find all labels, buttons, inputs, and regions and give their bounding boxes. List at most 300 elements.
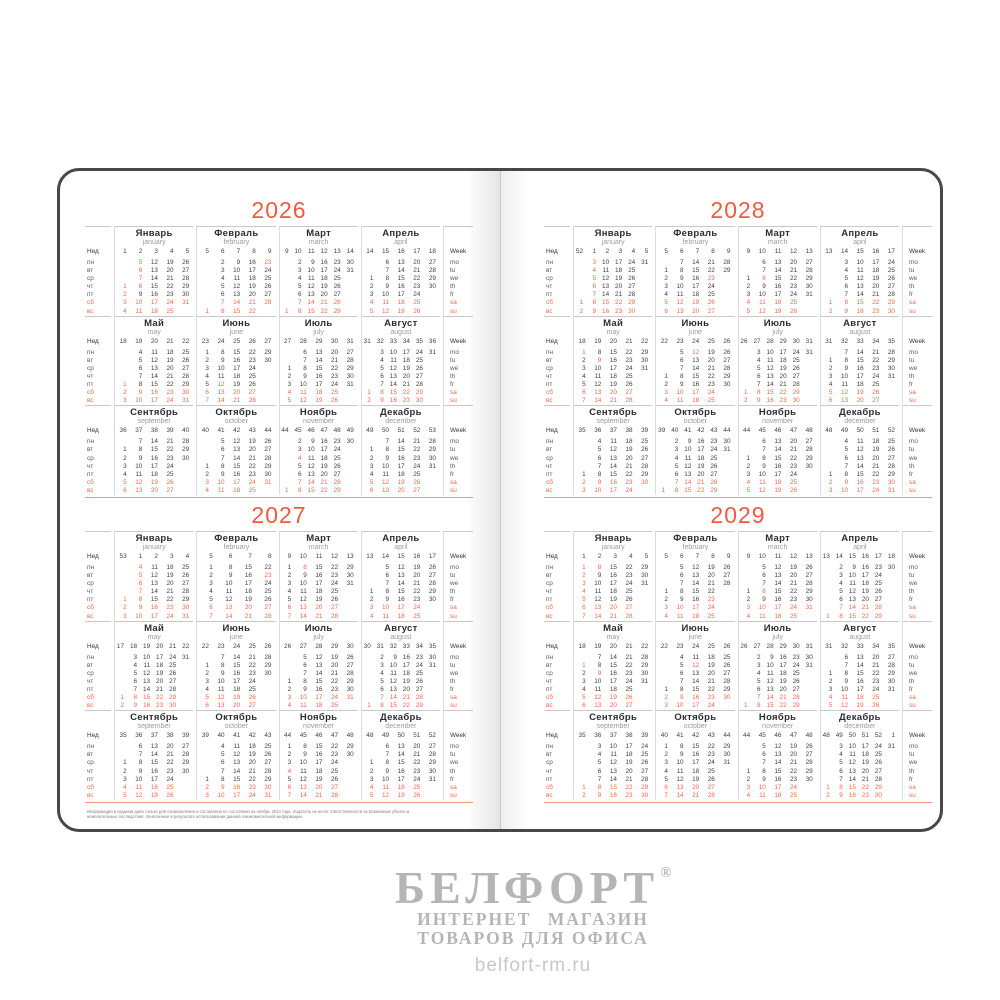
day-number: 6 [582, 702, 586, 710]
day-number [260, 365, 276, 373]
day-number: 8 [303, 364, 307, 372]
weekday-label: sa [450, 604, 457, 612]
day-number: 23 [413, 767, 421, 775]
day-number: 30 [169, 702, 177, 710]
day-number: 2 [582, 791, 586, 799]
day-number: 27 [330, 604, 339, 612]
month-grid [197, 337, 275, 406]
day-number: 12 [389, 364, 397, 372]
day-number [574, 275, 587, 283]
day-number: 27 [625, 604, 633, 612]
month-block [573, 405, 652, 495]
day-number: 18 [166, 348, 174, 356]
day-number: 26 [625, 596, 633, 604]
day-number: 30 [887, 478, 895, 486]
weekday-label: sa [450, 299, 457, 307]
day-number: 13 [233, 759, 241, 767]
day-number: 2 [746, 283, 751, 291]
day-number: 3 [369, 775, 374, 783]
day-number [821, 776, 834, 784]
day-number: 3 [839, 743, 843, 751]
week-number: 36 [135, 732, 143, 740]
day-number: 22 [413, 588, 421, 596]
day-number: 4 [746, 612, 751, 620]
week-number: 27 [264, 337, 272, 345]
day-number: 18 [320, 454, 328, 462]
day-number: 28 [625, 397, 633, 405]
week-number: 46 [774, 732, 782, 740]
day-number [656, 564, 672, 572]
weekday-label: ср [87, 580, 94, 588]
day-number: 30 [428, 767, 436, 775]
day-number [886, 792, 899, 800]
day-number: 17 [315, 381, 323, 389]
day-number: 22 [166, 283, 174, 291]
day-number: 18 [248, 743, 256, 751]
day-number [345, 308, 358, 316]
day-number: 6 [762, 751, 766, 759]
day-number: 19 [625, 446, 633, 454]
day-number: 23 [615, 307, 623, 315]
day-number: 6 [757, 372, 761, 380]
day-number: 21 [789, 759, 798, 767]
day-number [719, 784, 735, 792]
day-number: 6 [138, 580, 143, 588]
day-number: 26 [264, 751, 272, 759]
week-number: 19 [135, 337, 143, 345]
day-number: 13 [397, 259, 405, 266]
day-number [115, 275, 131, 283]
month-header [115, 711, 193, 731]
month-name-ru: Январь [594, 532, 632, 544]
week-number: 22 [660, 642, 668, 650]
day-number: 20 [233, 702, 241, 710]
day-number: 15 [233, 462, 241, 470]
day-number [574, 438, 590, 446]
day-number: 17 [233, 677, 241, 685]
week-number: 38 [625, 427, 633, 435]
day-number: 21 [413, 751, 421, 759]
weekday-label: th [450, 588, 456, 596]
month-header [197, 622, 275, 642]
month-grid [656, 337, 734, 406]
day-number [280, 463, 293, 471]
day-number: 20 [166, 364, 174, 372]
weekday-label: вт [87, 356, 94, 364]
day-number: 12 [774, 563, 782, 571]
day-number: 17 [872, 259, 880, 266]
day-number: 14 [307, 299, 315, 307]
day-number: 10 [217, 791, 225, 799]
day-number: 30 [805, 775, 813, 783]
day-number: 25 [789, 612, 798, 620]
day-number [739, 686, 752, 694]
week-number: 49 [835, 732, 843, 740]
weekday-label: вт [546, 661, 553, 669]
day-number: 2 [746, 596, 751, 604]
week-column-header: Week [909, 642, 926, 650]
day-number: 17 [150, 397, 158, 405]
day-number: 26 [792, 677, 800, 685]
day-number: 10 [848, 572, 856, 580]
day-number [197, 654, 213, 662]
day-number: 17 [609, 677, 617, 685]
day-number: 8 [839, 783, 843, 791]
day-number: 12 [766, 677, 774, 685]
day-number [280, 275, 293, 283]
month-header [115, 317, 193, 337]
day-number: 29 [182, 381, 190, 389]
day-number: 26 [887, 446, 895, 454]
week-number: 3 [618, 248, 623, 255]
day-number: 20 [397, 486, 405, 494]
day-number: 21 [779, 381, 787, 389]
year-calendar [85, 226, 473, 498]
day-number: 9 [220, 783, 225, 791]
weekday-label: mo [909, 259, 918, 266]
month-name-en: september [596, 418, 630, 426]
day-number: 1 [664, 743, 668, 751]
week-number: 27 [753, 642, 761, 650]
weekday-label: вс [546, 702, 553, 710]
day-number: 27 [628, 283, 636, 291]
day-number: 25 [264, 275, 272, 283]
weekday-label: чт [546, 767, 553, 775]
day-number: 24 [248, 478, 256, 486]
day-number: 14 [150, 438, 158, 446]
month-name-ru: Декабрь [379, 407, 422, 419]
day-number: 30 [264, 356, 272, 364]
day-number: 22 [707, 267, 715, 275]
week-number: 9 [746, 552, 751, 560]
month-grid [280, 247, 358, 316]
weekday-label: вт [87, 661, 94, 669]
day-number: 9 [303, 372, 307, 380]
day-number: 28 [428, 580, 436, 588]
week-number: 39 [658, 427, 666, 435]
weekday-label-grid [907, 337, 932, 406]
day-number: 2 [123, 767, 127, 775]
day-number: 8 [592, 299, 597, 307]
day-number: 1 [369, 446, 374, 454]
day-number [362, 267, 378, 275]
day-number: 11 [382, 612, 390, 620]
day-number: 13 [299, 783, 307, 791]
quarter-row [85, 226, 473, 316]
day-number: 12 [766, 364, 774, 372]
day-number: 25 [330, 588, 339, 596]
weekday-label: sa [450, 478, 457, 486]
day-number: 2 [746, 775, 751, 783]
day-number: 15 [692, 686, 700, 693]
day-number: 16 [397, 767, 405, 775]
week-number: 5 [185, 248, 190, 255]
week-number: 27 [299, 642, 307, 650]
day-number: 12 [217, 694, 225, 702]
day-number: 7 [385, 580, 390, 588]
day-number: 16 [856, 307, 864, 315]
weekday-label: ср [546, 364, 553, 372]
day-number: 28 [887, 348, 895, 356]
month-grid [821, 642, 899, 711]
day-number [180, 686, 193, 694]
week-number: 5 [205, 248, 209, 255]
day-number: 27 [641, 454, 649, 462]
day-number [345, 471, 358, 479]
day-number: 6 [664, 783, 668, 791]
day-number: 6 [298, 470, 302, 478]
day-number: 8 [597, 563, 602, 571]
day-number: 26 [413, 791, 421, 799]
day-number: 19 [625, 759, 633, 767]
day-number: 22 [872, 299, 880, 307]
day-number: 10 [840, 486, 849, 494]
day-number [719, 768, 735, 776]
day-number [342, 776, 358, 784]
day-number: 27 [887, 283, 895, 291]
day-number: 30 [264, 669, 272, 677]
month-grid [739, 731, 817, 800]
day-number: 17 [856, 686, 864, 693]
day-number: 17 [156, 653, 164, 661]
day-number: 10 [299, 759, 307, 767]
weekday-label: вт [87, 572, 94, 580]
week-number: 8 [711, 552, 715, 560]
day-number [362, 670, 375, 678]
day-number [821, 455, 837, 463]
weekday-label: th [909, 372, 915, 380]
day-number: 6 [205, 389, 209, 397]
day-number: 28 [169, 686, 177, 693]
week-number: 37 [609, 732, 617, 740]
day-number [639, 291, 652, 299]
day-number: 13 [602, 283, 610, 291]
day-number [719, 702, 735, 710]
day-number [574, 463, 590, 471]
day-number: 26 [333, 462, 341, 470]
day-number [574, 768, 590, 776]
day-number [260, 487, 276, 495]
month-name-ru: Январь [135, 532, 173, 544]
day-number: 15 [609, 661, 617, 669]
day-number [721, 471, 734, 479]
day-number: 3 [369, 604, 374, 612]
day-number: 5 [582, 596, 586, 604]
day-number: 7 [679, 580, 684, 588]
spine-gutter-line [500, 171, 501, 829]
day-number: 27 [182, 364, 190, 372]
day-number: 23 [166, 454, 174, 462]
weekday-label: fr [909, 596, 913, 604]
weekday-label: sa [909, 389, 916, 397]
weekday-label: пт [546, 381, 553, 389]
weekday-label-grid [85, 247, 111, 316]
day-number [804, 389, 817, 397]
day-number: 29 [264, 348, 272, 356]
day-number: 11 [759, 791, 766, 799]
day-number: 30 [723, 438, 731, 446]
day-number: 8 [762, 454, 766, 462]
day-number: 7 [303, 356, 307, 364]
month-block [361, 710, 440, 800]
day-number: 4 [209, 588, 213, 596]
month-header [656, 406, 734, 426]
week-number: 41 [684, 427, 692, 435]
day-number: 21 [779, 694, 787, 702]
day-number: 20 [707, 669, 715, 677]
month-block [279, 316, 358, 406]
month-header [197, 317, 275, 337]
day-number: 1 [828, 669, 833, 677]
day-number [260, 308, 276, 316]
month-grid [197, 552, 275, 621]
weekday-label: tu [909, 356, 915, 364]
month-block [279, 531, 358, 621]
weekday-labels-right [902, 405, 932, 495]
day-number: 4 [664, 291, 668, 299]
day-number [280, 670, 296, 678]
day-number: 19 [697, 462, 705, 470]
day-number: 1 [120, 694, 125, 702]
day-number: 25 [625, 588, 633, 596]
day-number: 14 [299, 791, 307, 799]
day-number: 19 [609, 381, 617, 389]
day-number: 29 [641, 783, 649, 791]
day-number: 14 [150, 751, 158, 759]
day-number: 10 [758, 291, 766, 299]
week-number: 37 [609, 427, 617, 435]
month-grid [362, 731, 440, 800]
month-header [115, 406, 193, 426]
day-number: 8 [385, 446, 390, 454]
day-number: 12 [609, 446, 617, 454]
week-number: 50 [397, 732, 405, 740]
day-number [197, 743, 213, 751]
week-number: 24 [692, 642, 700, 650]
day-number: 2 [664, 694, 668, 702]
week-number: 47 [320, 427, 328, 435]
month-name-ru: Ноябрь [299, 712, 338, 724]
month-grid [574, 642, 652, 711]
day-number: 10 [602, 259, 610, 266]
day-number: 11 [759, 478, 766, 486]
day-number: 28 [182, 438, 190, 446]
month-name-en: april [853, 543, 867, 551]
week-number: 4 [185, 552, 190, 560]
weekday-label: чт [87, 677, 94, 685]
day-number [656, 349, 672, 357]
day-number: 30 [182, 454, 190, 462]
weekday-label: we [909, 669, 918, 677]
weekday-label: вс [546, 486, 553, 494]
day-number: 5 [133, 669, 138, 677]
day-number [886, 776, 899, 784]
watermark-site-url: belfort-rm.ru [474, 955, 592, 976]
day-number: 9 [852, 563, 856, 571]
weekday-labels-left [85, 226, 111, 316]
weekday-labels-left [85, 531, 111, 621]
day-number [801, 487, 817, 495]
day-number: 27 [805, 572, 813, 580]
day-number [280, 299, 293, 307]
day-number: 26 [723, 563, 731, 571]
month-grid [362, 642, 440, 711]
day-number: 30 [805, 653, 813, 661]
weekday-label: вс [546, 307, 553, 315]
day-number: 28 [248, 397, 256, 405]
day-number: 2 [664, 275, 668, 283]
day-number [804, 357, 817, 365]
week-number: 48 [333, 427, 341, 435]
day-number: 12 [758, 307, 766, 315]
day-number: 4 [138, 563, 143, 571]
quarter-row [544, 316, 932, 406]
day-number [280, 349, 296, 357]
day-number: 22 [330, 743, 339, 751]
week-number: 40 [660, 732, 668, 740]
day-number: 16 [233, 470, 241, 478]
month-name-en: july [313, 633, 324, 641]
day-number: 27 [264, 759, 272, 767]
day-number: 13 [389, 372, 397, 380]
day-number [801, 471, 817, 479]
day-number: 16 [692, 694, 700, 702]
week-number: 12 [320, 248, 328, 255]
day-number [362, 580, 378, 588]
day-number: 7 [220, 299, 225, 307]
day-number: 4 [844, 267, 849, 275]
day-number: 17 [315, 759, 323, 767]
week-column-header: Нед [87, 427, 99, 435]
day-number [886, 572, 899, 580]
day-number: 25 [248, 486, 256, 494]
month-name-en: october [224, 723, 249, 731]
day-number: 1 [826, 783, 830, 791]
week-number: 42 [233, 427, 241, 435]
week-number: 8 [267, 552, 272, 560]
week-number: 30 [330, 337, 339, 345]
day-number [821, 446, 837, 454]
day-number: 11 [382, 783, 390, 791]
day-number: 20 [789, 751, 798, 759]
day-number: 7 [138, 372, 143, 380]
day-number: 7 [597, 775, 602, 783]
day-number: 4 [138, 348, 143, 356]
day-number [656, 662, 672, 670]
day-number: 31 [264, 478, 272, 486]
day-number: 8 [762, 767, 766, 775]
day-number: 26 [415, 677, 423, 685]
day-number: 11 [766, 669, 774, 677]
day-number: 19 [397, 791, 405, 799]
day-number [719, 291, 735, 299]
weekday-label: we [450, 275, 459, 283]
day-number: 8 [220, 775, 225, 783]
weekday-label: th [909, 767, 915, 775]
week-number: 17 [874, 552, 882, 560]
weekday-label: сб [546, 478, 553, 486]
day-number: 19 [779, 677, 787, 685]
day-number: 13 [397, 572, 405, 580]
day-number: 26 [428, 563, 436, 571]
day-number: 1 [367, 702, 371, 710]
day-number: 5 [138, 356, 143, 364]
week-number: 13 [822, 552, 830, 560]
day-number [197, 768, 213, 776]
week-number: 41 [676, 732, 684, 740]
day-number: 26 [872, 389, 880, 397]
day-number: 24 [789, 783, 798, 791]
